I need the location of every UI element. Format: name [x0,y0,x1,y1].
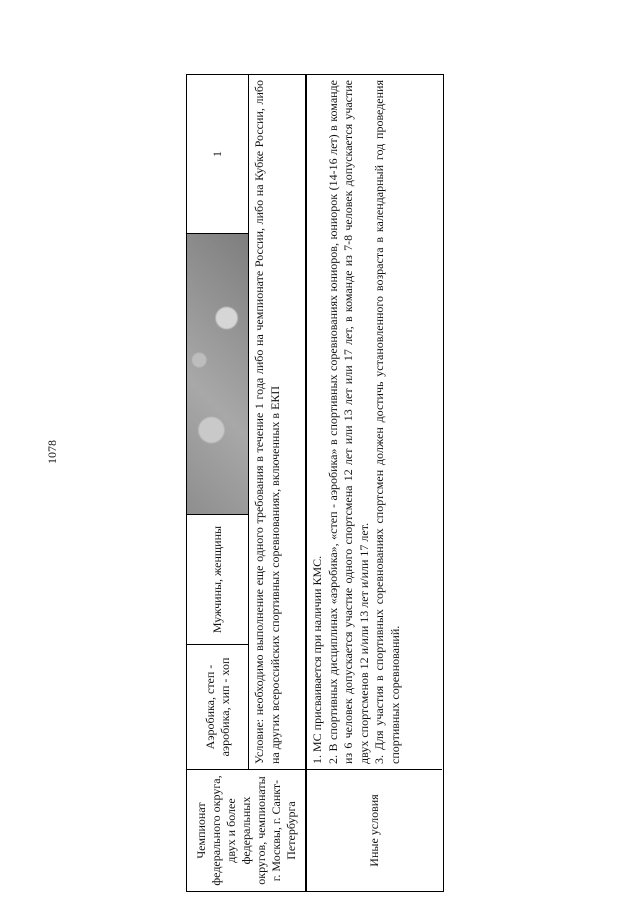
page-number: 1078 [45,440,59,464]
list-item: 1. МС присваивается при наличии КМС. [310,555,324,764]
upper-block [187,75,306,891]
list-item: 2. В спортивных дисциплинах «аэробика», «степ - аэробика» в спортивных соревнованиях юниоров, юниорок (14-16 лет) в команде из 6 человек допускается участие одного спортсмена 12 лет или 13 лет или 17 лет, в команде из 7-8 человек допускается участие двух спортсменов 12 и/или 13 лет и/или 17 лет. [325,80,371,764]
sex-cell: Мужчины, женщины [187,514,248,644]
list-item: 3. Для участия в спортивных соревнованиях спортсмен должен достичь установленного возраста в календарный год проведения спортивных соревнований. [372,80,402,764]
other-conditions-label: Иные условия [307,769,442,891]
other-conditions-list [307,75,442,769]
requirements-table [186,74,444,892]
redacted-image-cell [187,233,248,514]
condition-row [249,75,306,769]
count-cell: 1 [210,151,224,157]
discipline-cell: Аэробика, степ - аэробика, хип - хоп [187,644,248,769]
condition-text: Условие: необходимо выполнение еще одного требования в течение 1 года либо на чемпионате России, либо на Кубке России, либо на других всероссийских спортивных соревнованиях, включенных в ЕКП [252,80,282,764]
table-row [187,75,249,769]
championship-label: Чемпионат федерального округа, двух и более федеральных округов, чемпионаты г. Москвы, г. Санкт-Петербурга [187,769,306,891]
other-conditions-row [306,75,442,891]
